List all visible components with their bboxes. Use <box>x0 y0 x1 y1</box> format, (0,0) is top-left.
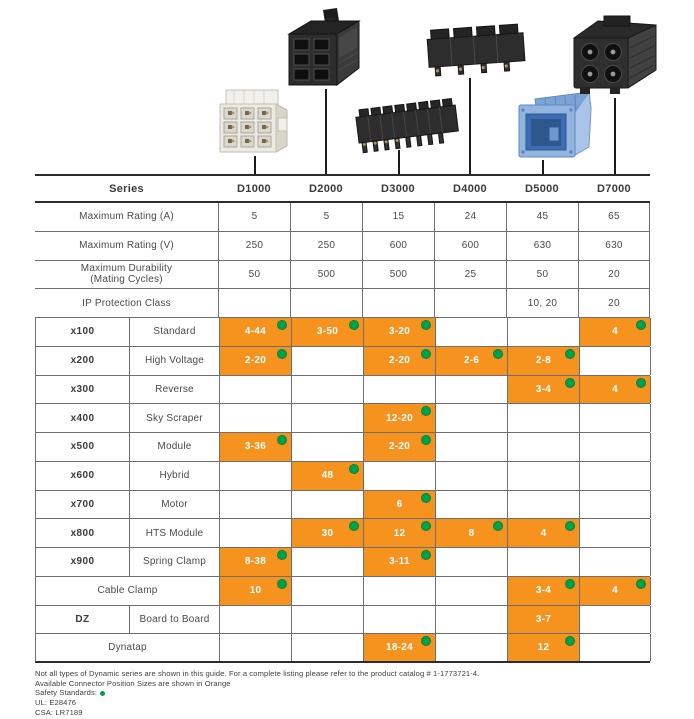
value-cell: 45 <box>506 203 578 231</box>
value-cell <box>579 376 651 404</box>
safety-standard-dot-icon <box>100 691 105 696</box>
value-cell <box>507 433 579 461</box>
safety-standard-dot-icon <box>636 378 646 388</box>
value-cell: 20 <box>578 261 650 289</box>
value-cell <box>435 519 507 547</box>
position-size-value: 12-20 <box>385 412 414 424</box>
value-cell <box>291 548 363 576</box>
value-cell <box>291 433 363 461</box>
series-code-cell: x300 <box>70 383 95 395</box>
table-row <box>35 519 650 548</box>
table-row <box>35 347 650 376</box>
value-cell <box>579 347 651 375</box>
column-header-d1000: D1000 <box>237 182 271 195</box>
value-cell: 500 <box>290 261 362 289</box>
value-cell <box>219 404 291 432</box>
position-size-value: 8-38 <box>244 556 267 568</box>
safety-standard-dot-icon <box>493 521 503 531</box>
safety-standard-dot-icon <box>565 521 575 531</box>
value-cell <box>291 318 363 346</box>
position-size-value: 4 <box>612 326 618 338</box>
table-row <box>35 376 650 405</box>
series-type-cell: Hybrid <box>129 462 219 490</box>
position-size-value: 2-20 <box>388 355 411 367</box>
series-code-cell: x900 <box>70 556 95 568</box>
row-label-cell: IP Protection Class <box>82 297 171 309</box>
position-size-value: 12 <box>537 642 550 654</box>
value-cell <box>363 462 435 490</box>
value-cell <box>435 548 507 576</box>
footnote-safety-line: Safety Standards: <box>35 688 665 698</box>
series-code-cell: x700 <box>70 498 95 510</box>
value-cell <box>579 433 651 461</box>
value-cell <box>435 433 507 461</box>
position-size-value: 2-8 <box>535 355 552 367</box>
value-cell <box>219 491 291 519</box>
position-size-value: 3-7 <box>535 613 552 625</box>
value-cell <box>219 548 291 576</box>
column-header-d2000: D2000 <box>309 182 343 195</box>
series-code-cell: x800 <box>70 527 95 539</box>
position-size-value: 2-20 <box>388 441 411 453</box>
position-size-value: 4 <box>540 527 547 539</box>
value-cell <box>579 577 651 605</box>
series-code-cell: x600 <box>70 470 95 482</box>
value-cell <box>435 577 507 605</box>
value-cell <box>291 519 363 547</box>
series-type-cell: HTS Module <box>129 519 219 547</box>
value-cell: 50 <box>218 261 290 289</box>
d3000-connector-photo <box>351 92 465 154</box>
value-cell <box>291 462 363 490</box>
value-cell <box>219 347 291 375</box>
safety-standard-dot-icon <box>421 320 431 330</box>
value-cell <box>219 606 291 634</box>
series-type-cell: Reverse <box>129 376 219 404</box>
table-row <box>35 433 650 462</box>
series-code-cell: DZ <box>75 613 90 625</box>
position-size-value: 3-20 <box>388 326 411 338</box>
value-cell <box>507 548 579 576</box>
safety-standard-dot-icon <box>636 579 646 589</box>
d1000-connector-photo <box>212 88 294 158</box>
value-cell <box>507 318 579 346</box>
value-cell: 10, 20 <box>506 289 578 317</box>
value-cell <box>507 404 579 432</box>
footnote-line-2: Available Connector Position Sizes are shown in Orange <box>35 678 231 688</box>
value-cell <box>219 318 291 346</box>
safety-standard-dot-icon <box>349 521 359 531</box>
value-cell <box>579 318 651 346</box>
value-cell <box>435 634 507 661</box>
position-size-value: 48 <box>321 470 334 482</box>
position-size-value: 30 <box>321 527 334 539</box>
value-cell <box>219 577 291 605</box>
value-cell <box>219 634 291 661</box>
safety-standard-dot-icon <box>277 435 287 445</box>
position-size-value: 10 <box>249 585 262 597</box>
footnote-csa: CSA: LR7189 <box>35 707 83 717</box>
table-row <box>35 634 650 663</box>
value-cell <box>507 634 579 661</box>
series-code-cell: x100 <box>70 326 95 338</box>
value-cell <box>291 634 363 661</box>
value-cell <box>218 289 290 317</box>
series-type-cell: Sky Scraper <box>129 404 219 432</box>
value-cell: 5 <box>218 203 290 231</box>
safety-standard-dot-icon <box>565 349 575 359</box>
column-header-d4000: D4000 <box>453 182 487 195</box>
safety-standard-dot-icon <box>421 521 431 531</box>
table-row <box>35 491 650 520</box>
value-cell: 600 <box>434 232 506 260</box>
value-cell <box>435 347 507 375</box>
position-size-value: 6 <box>396 498 403 510</box>
safety-standard-dot-icon <box>565 378 575 388</box>
value-cell <box>291 577 363 605</box>
table-body <box>35 203 650 663</box>
series-code-cell: x200 <box>70 355 95 367</box>
value-cell <box>507 347 579 375</box>
value-cell <box>435 606 507 634</box>
value-cell: 500 <box>362 261 434 289</box>
value-cell <box>363 491 435 519</box>
value-cell <box>291 404 363 432</box>
d7000-connector-photo <box>566 8 664 100</box>
value-cell: 65 <box>578 203 650 231</box>
value-cell <box>363 519 435 547</box>
safety-standard-dot-icon <box>277 320 287 330</box>
safety-standard-dot-icon <box>565 636 575 646</box>
value-cell <box>363 376 435 404</box>
value-cell <box>435 318 507 346</box>
value-cell: 250 <box>218 232 290 260</box>
value-cell <box>219 433 291 461</box>
value-cell <box>219 519 291 547</box>
value-cell: 24 <box>434 203 506 231</box>
safety-standard-dot-icon <box>349 320 359 330</box>
position-size-value: 4-44 <box>244 326 267 338</box>
safety-standard-dot-icon <box>349 464 359 474</box>
position-size-value: 2-6 <box>463 355 480 367</box>
value-cell <box>291 606 363 634</box>
position-size-value: 4 <box>612 585 618 597</box>
value-cell <box>507 491 579 519</box>
value-cell <box>363 433 435 461</box>
value-cell <box>363 577 435 605</box>
safety-standard-dot-icon <box>421 435 431 445</box>
value-cell <box>219 462 291 490</box>
series-type-cell: High Voltage <box>129 347 219 375</box>
table-row <box>35 232 650 261</box>
column-header-d5000: D5000 <box>525 182 559 195</box>
value-cell: 20 <box>578 289 650 317</box>
safety-standard-dot-icon <box>277 579 287 589</box>
safety-standard-dot-icon <box>421 349 431 359</box>
position-size-value: 3-50 <box>316 326 339 338</box>
value-cell <box>435 404 507 432</box>
value-cell <box>363 404 435 432</box>
safety-standard-dot-icon <box>421 493 431 503</box>
value-cell <box>291 376 363 404</box>
table-row <box>35 404 650 433</box>
value-cell: 50 <box>506 261 578 289</box>
safety-standard-dot-icon <box>493 349 503 359</box>
series-type-cell: Module <box>129 433 219 461</box>
table-header-row <box>35 174 650 203</box>
d5000-leader-line <box>542 160 544 174</box>
value-cell: 630 <box>506 232 578 260</box>
table-row <box>35 318 650 347</box>
position-size-value: 4 <box>612 383 618 395</box>
column-header-d3000: D3000 <box>381 182 415 195</box>
position-size-value: 3-4 <box>535 383 552 395</box>
footnote-line-1: Not all types of Dynamic series are shown in this guide. For a complete listing please refer to the product catalog # 1-1773721-4. <box>35 669 480 678</box>
table-row <box>35 203 650 232</box>
footnote <box>35 669 665 718</box>
series-code-cell: x500 <box>70 441 95 453</box>
position-size-value: 3-11 <box>389 556 410 568</box>
position-size-value: 8 <box>468 527 475 539</box>
series-code-cell: x400 <box>70 412 95 424</box>
d2000-connector-photo <box>281 8 369 90</box>
table-row <box>35 462 650 491</box>
value-cell: 250 <box>290 232 362 260</box>
series-comparison-table <box>35 174 650 663</box>
position-size-value: 12 <box>393 527 406 539</box>
value-cell <box>579 519 651 547</box>
row-label-cell: Maximum Durability (Mating Cycles) <box>80 263 173 286</box>
d4000-leader-line <box>469 78 471 174</box>
value-cell <box>363 548 435 576</box>
value-cell <box>507 519 579 547</box>
value-cell <box>507 376 579 404</box>
d2000-leader-line <box>325 89 327 174</box>
d4000-connector-photo <box>424 16 530 82</box>
value-cell <box>507 462 579 490</box>
table-row <box>35 289 650 318</box>
position-size-value: 2-20 <box>244 355 267 367</box>
value-cell <box>507 606 579 634</box>
position-size-value: 3-36 <box>244 441 267 453</box>
safety-standard-dot-icon <box>421 406 431 416</box>
safety-standard-dot-icon <box>277 550 287 560</box>
safety-standard-dot-icon <box>421 636 431 646</box>
value-cell <box>579 491 651 519</box>
series-type-cell: Spring Clamp <box>129 548 219 576</box>
row-label-cell: Maximum Rating (A) <box>79 211 174 223</box>
d1000-leader-line <box>254 156 256 174</box>
value-cell: 15 <box>362 203 434 231</box>
value-cell <box>363 606 435 634</box>
value-cell <box>363 318 435 346</box>
footnote-ul: UL: E28476 <box>35 698 77 708</box>
value-cell <box>579 462 651 490</box>
series-type-cell: Motor <box>129 491 219 519</box>
value-cell: 630 <box>578 232 650 260</box>
safety-standard-dot-icon <box>277 349 287 359</box>
value-cell: 5 <box>290 203 362 231</box>
value-cell <box>219 376 291 404</box>
safety-standard-dot-icon <box>636 320 646 330</box>
value-cell <box>435 376 507 404</box>
value-cell <box>579 606 651 634</box>
d3000-leader-line <box>398 150 400 174</box>
row-label-cell: Cable Clamp <box>97 585 158 597</box>
series-type-cell: Standard <box>129 318 219 346</box>
value-cell <box>362 289 434 317</box>
value-cell <box>290 289 362 317</box>
value-cell <box>291 491 363 519</box>
value-cell: 600 <box>362 232 434 260</box>
table-row <box>35 548 650 577</box>
value-cell <box>579 634 651 661</box>
value-cell <box>507 577 579 605</box>
value-cell <box>363 347 435 375</box>
series-header-label: Series <box>109 182 144 195</box>
value-cell <box>434 289 506 317</box>
series-type-cell: Board to Board <box>129 606 219 634</box>
row-label-cell: Maximum Rating (V) <box>79 240 174 252</box>
table-row <box>35 577 650 606</box>
value-cell <box>435 491 507 519</box>
value-cell: 25 <box>434 261 506 289</box>
safety-standard-dot-icon <box>421 550 431 560</box>
value-cell <box>579 404 651 432</box>
position-size-value: 3-4 <box>535 585 552 597</box>
table-row <box>35 261 650 290</box>
row-label-cell: Dynatap <box>108 642 147 654</box>
position-size-value: 18-24 <box>385 642 414 654</box>
value-cell <box>363 634 435 661</box>
safety-standard-dot-icon <box>565 579 575 589</box>
table-row <box>35 606 650 635</box>
column-header-d7000: D7000 <box>597 182 631 195</box>
value-cell <box>435 462 507 490</box>
value-cell <box>291 347 363 375</box>
d7000-leader-line <box>614 98 616 174</box>
value-cell <box>579 548 651 576</box>
